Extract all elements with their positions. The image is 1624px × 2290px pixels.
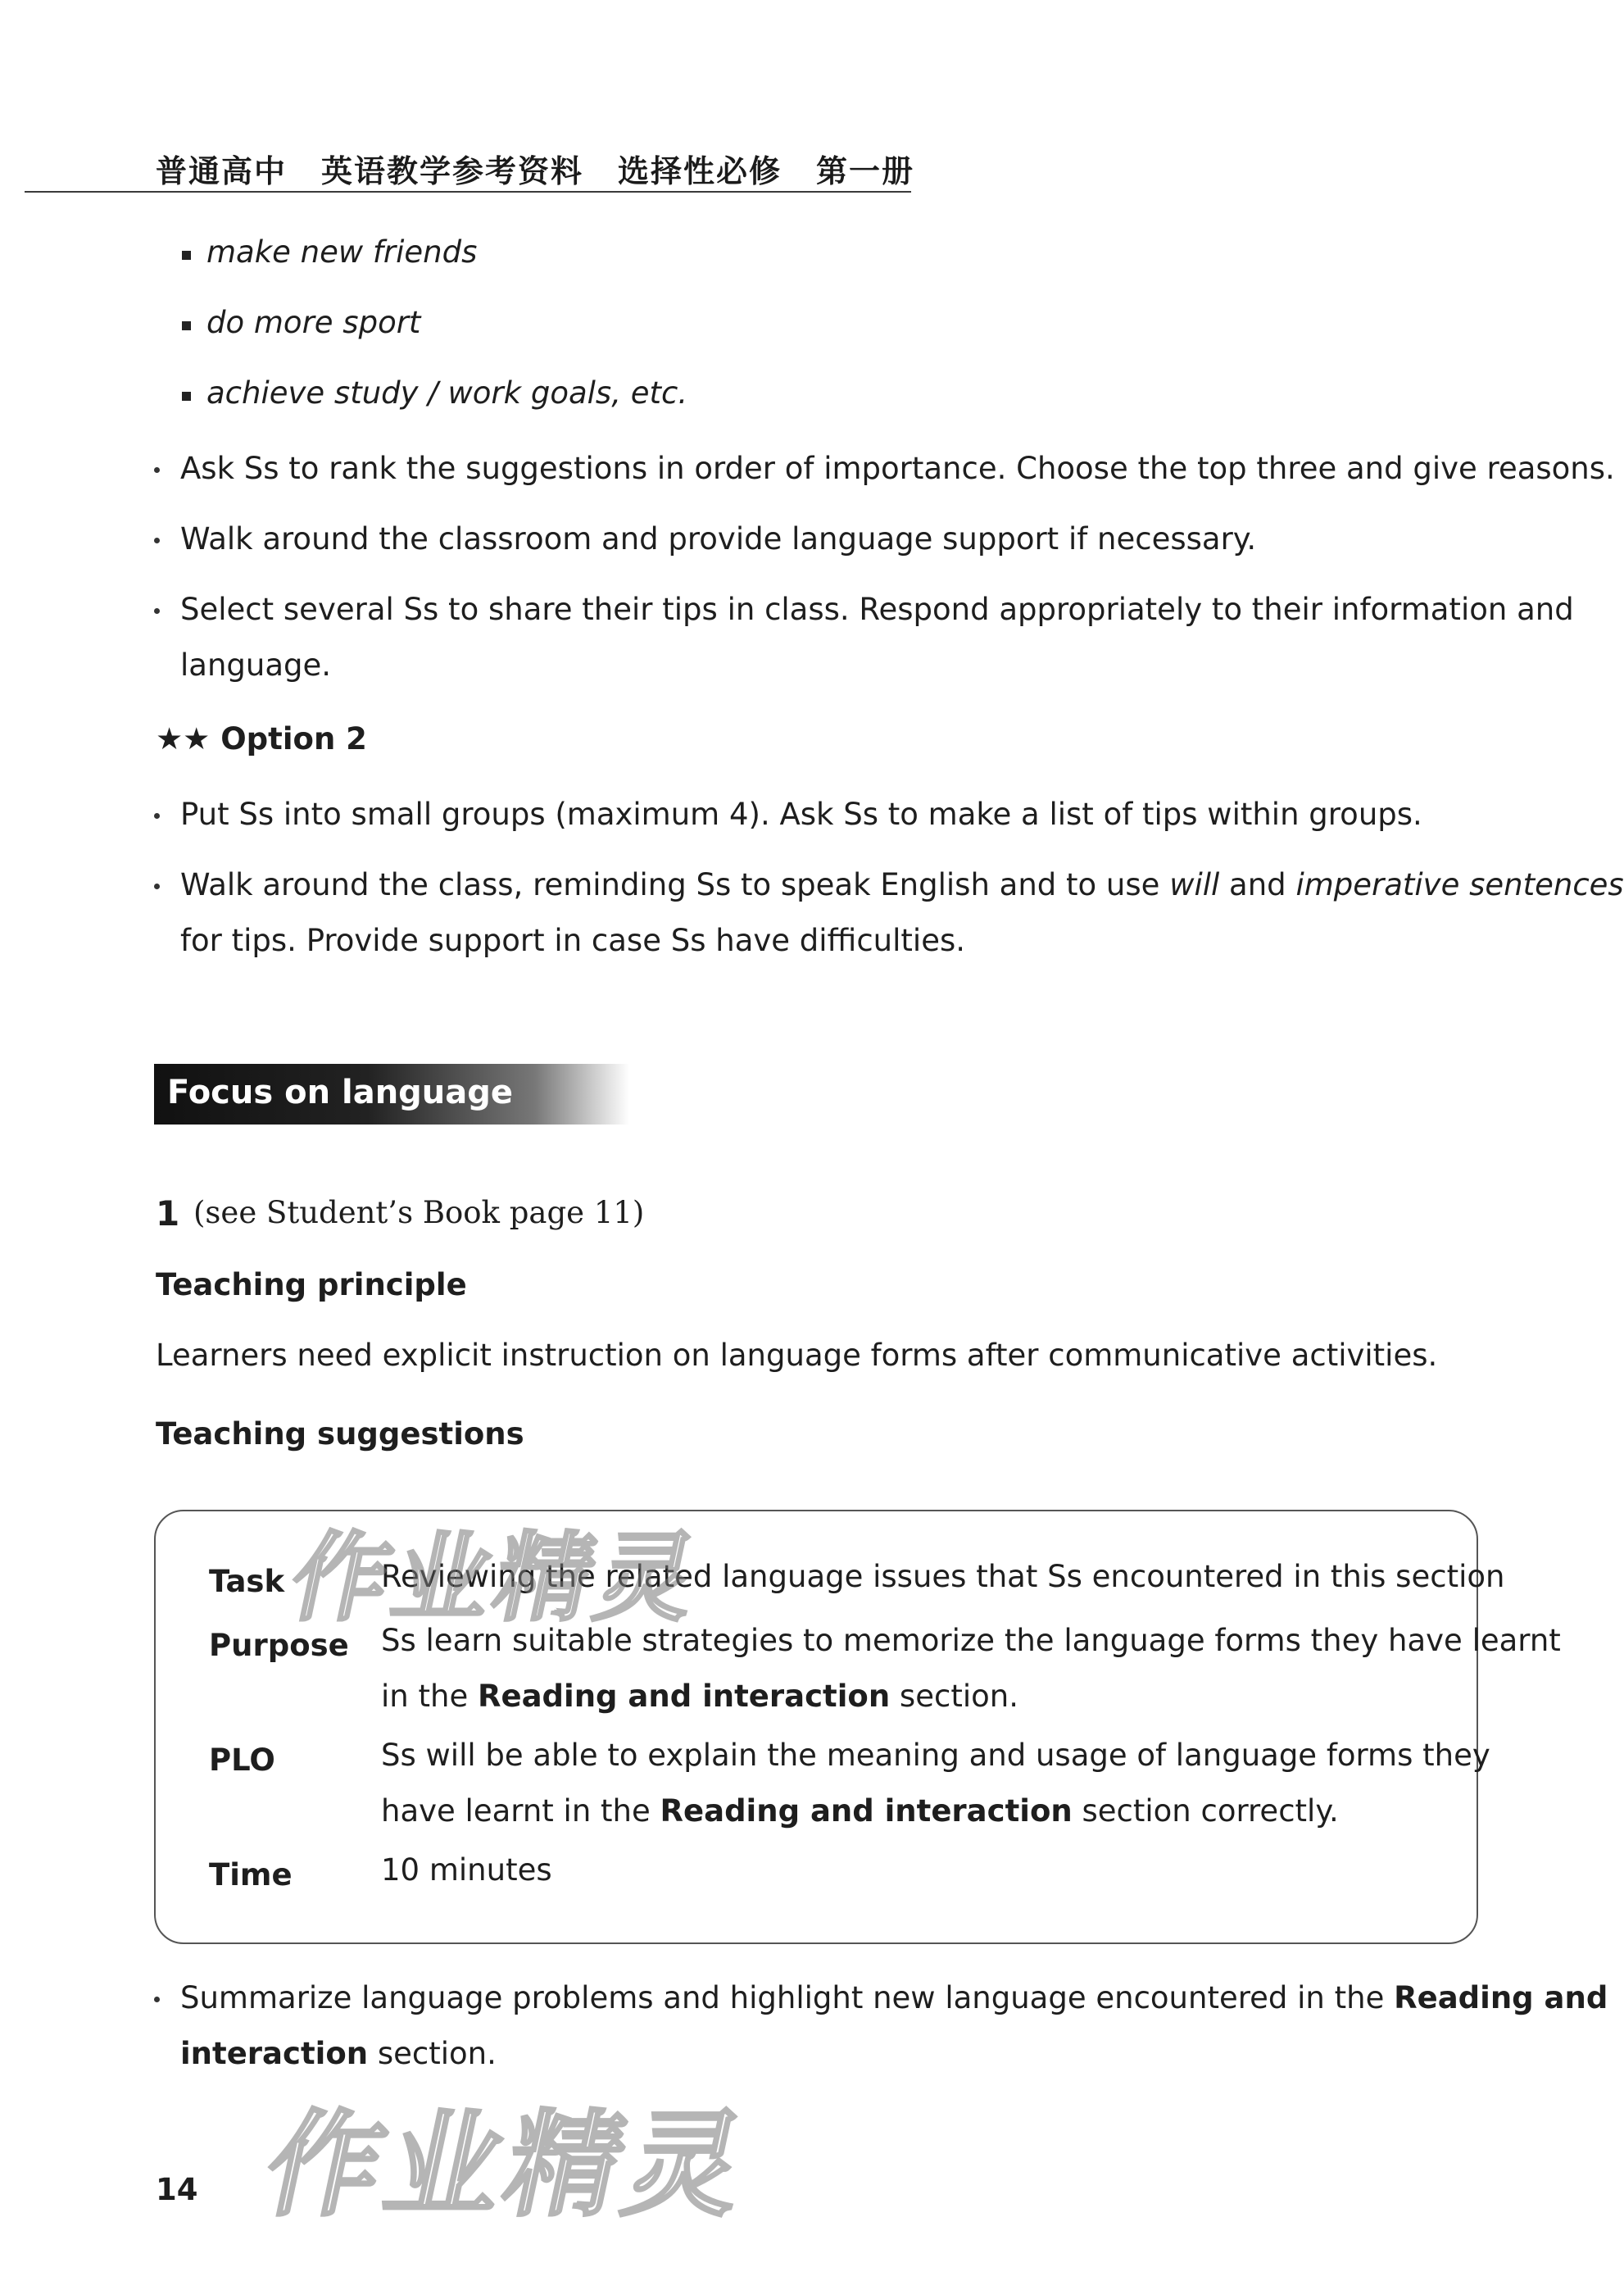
text-bold: interaction [180,2036,369,2071]
plo-label: PLO [209,1742,275,1778]
task-value: Reviewing the related language issues that Ss encountered in this section [381,1559,1505,1594]
option-heading: ★★ Option 2 [156,721,367,757]
plo-value-line2 [381,1783,1339,1839]
dot-bullet [154,467,160,473]
teaching-suggestions-heading: Teaching suggestions [156,1416,524,1452]
bullet-text [180,857,1624,913]
bullet-text: Select several Ss to share their tips in class. Respond appropriately to their information and [180,592,1574,627]
bullet-text: Walk around the classroom and provide language support if necessary. [180,521,1257,557]
dot-bullet [154,538,160,543]
dot-bullet [154,813,160,819]
watermark: 作业精灵 [281,1521,712,1634]
time-label: Time [209,1857,293,1892]
square-bullet [182,251,191,260]
bullet-text [180,1970,1608,2026]
header-rule [25,191,911,193]
section-title-bar [154,1064,629,1125]
text-run: section. [890,1679,1018,1714]
list-item: make new friends [206,234,478,270]
text-run: have learnt in the [381,1793,660,1829]
text-bold: Reading and interaction [660,1793,1073,1829]
purpose-label: Purpose [209,1628,349,1663]
time-value: 10 minutes [381,1852,552,1888]
teaching-principle-heading: Teaching principle [156,1267,467,1302]
bullet-text-continued: language. [180,647,332,683]
watermark: 作业精灵 [254,2099,761,2233]
text-run: section. [368,2036,497,2071]
text-run: section correctly. [1072,1793,1339,1829]
square-bullet [182,321,191,330]
text-bold: Reading and interaction [477,1679,891,1714]
bullet-text-continued: for tips. Provide support in case Ss have difficulties. [180,923,965,958]
bullet-text: Ask Ss to rank the suggestions in order of importance. Choose the top three and give reasons. [180,451,1615,486]
header-module: 选择性必修 [618,152,783,189]
teaching-principle-text: Learners need explicit instruction on language forms after communicative activities. [156,1338,1438,1373]
square-bullet [182,392,191,401]
exercise-reference: (see Student’s Book page 11) [193,1195,645,1230]
header-series: 普通高中 [156,152,288,189]
text-run: Walk around the class, reminding Ss to speak English and to use [180,867,1170,902]
text-bold: Reading and [1394,1980,1608,2015]
plo-value-line1: Ss will be able to explain the meaning and usage of language forms they [381,1738,1490,1773]
purpose-value-line2 [381,1669,1018,1724]
running-header [156,146,914,191]
text-italic: imperative sentences [1295,867,1624,902]
text-run: Summarize language problems and highlight new language encountered in the [180,1980,1395,2015]
bullet-text: Put Ss into small groups (maximum 4). Ask Ss to make a list of tips within groups. [180,797,1422,832]
section-title: Focus on language [167,1074,514,1111]
list-item: do more sport [206,305,421,340]
header-volume: 第一册 [816,152,915,189]
dot-bullet [154,608,160,614]
task-label: Task [209,1564,285,1599]
header-book: 英语教学参考资料 [321,152,584,189]
dot-bullet [154,1997,160,2002]
page-number: 14 [156,2172,198,2207]
dot-bullet [154,884,160,889]
exercise-number: 1 [156,1193,180,1234]
purpose-value-line1: Ss learn suitable strategies to memorize the language forms they have learnt [381,1623,1561,1658]
text-italic: will [1169,867,1220,902]
text-run: and [1219,867,1296,902]
text-run: in the [381,1679,478,1714]
list-item: achieve study / work goals, etc. [206,375,688,411]
